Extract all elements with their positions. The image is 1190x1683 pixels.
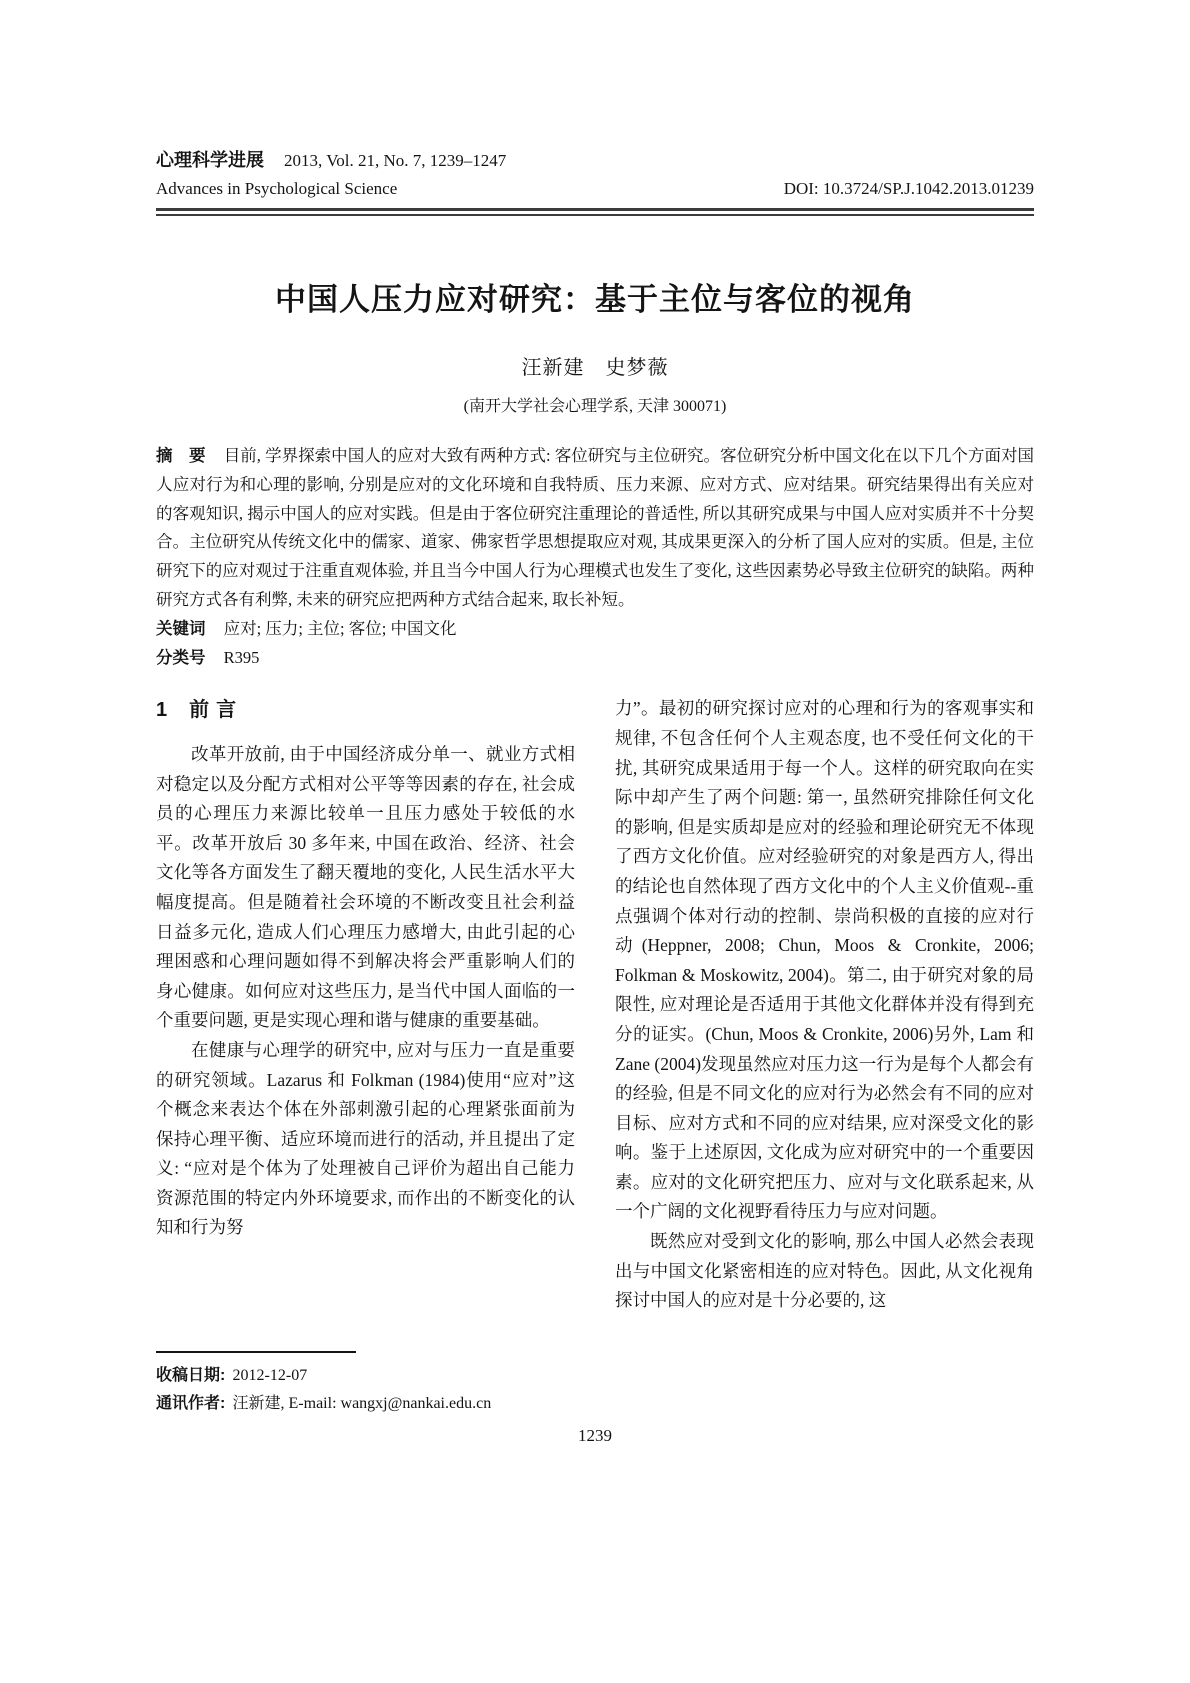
- section-heading-introduction: [156, 696, 575, 726]
- keywords-text: 应对; 压力; 主位; 客位; 中国文化: [223, 618, 457, 638]
- running-head: [156, 146, 1034, 216]
- header-divider-top-line: [156, 208, 1034, 211]
- left-column: [156, 694, 575, 1418]
- paragraph: 在健康与心理学的研究中, 应对与压力一直是重要的研究领域。Lazarus 和 Folkman (1984)使用“应对”这个概念来表达个体在外部刺激引起的心理紧张面前为保持心理平衡、适应环境而进行的活动, 并且提出了定义: “应对是个体为了处理被自己评价为超出自己能力资源范围的特定内外环境要求, 而作出的不断变化的认知和行为努: [156, 1039, 575, 1238]
- issue-info: 2013, Vol. 21, No. 7, 1239–1247: [284, 151, 507, 170]
- right-column-paragraphs: [615, 694, 1034, 1315]
- abstract-text: 目前, 学界探索中国人的应对大致有两种方式: 客位研究与主位研究。客位研究分析中国文化在以下几个方面对国人应对行为和心理的影响, 分别是应对的文化环境和自我特质、压力来源、应对方式、应对结果。研究结果得出有关应对的客观知识, 揭示中国人的应对实践。但是由于客位研究注重理论的普适性, 所以其研究成果与中国人应对实质并不十分契合。主位研究从传统文化中的儒家、道家、佛家哲学思想提取应对观, 其成果更深入的分析了国人应对的实质。但是, 主位研究下的应对观过于注重直观体验, 并且当今中国人行为心理模式也发生了变化, 这些因素势必导致主位研究的缺陷。两种研究方式各有利弊, 未来的研究应把两种方式结合起来, 取长补短。: [156, 446, 1035, 609]
- corresponding-author-value: 汪新建, E-mail: wangxj@nankai.edu.cn: [232, 1395, 492, 1413]
- running-head-line1: [156, 146, 1034, 172]
- footnote-divider: [156, 1351, 356, 1353]
- paper-title: 中国人压力应对研究：基于主位与客位的视角: [275, 282, 915, 317]
- received-date-line: [156, 1362, 575, 1390]
- received-date-label: 收稿日期:: [156, 1367, 226, 1385]
- classification-label: 分类号: [156, 648, 206, 667]
- page-number: 1239: [578, 1426, 612, 1445]
- header-divider: [156, 208, 1034, 216]
- corresponding-author-label: 通讯作者:: [156, 1395, 226, 1413]
- authors: 汪新建 史梦薇: [521, 357, 669, 379]
- classification-value: R395: [223, 647, 260, 667]
- doi-text: DOI: 10.3724/SP.J.1042.2013.01239: [783, 179, 1034, 198]
- received-date-value: 2012-12-07: [232, 1367, 308, 1385]
- footnote-block: [156, 1351, 575, 1418]
- body-columns: [156, 694, 1034, 1418]
- keywords-line: [156, 615, 1034, 644]
- paragraph: 力”。最初的研究探讨应对的心理和行为的客观事实和规律, 不包含任何个人主观态度, 也不受任何文化的干扰, 其研究成果适用于每一个人。这样的研究取向在实际中却产生了两个问题: 第一, 虽然研究排除任何文化的影响, 但是实质却是应对的经验和理论研究无不体现了西方文化价值。应对经验研究的对象是西方人, 得出的结论也自然体现了西方文化中的个人主义价值观--重点强调个体对行动的控制、崇尚积极的直接的应对行动(Heppner, 2008; Chun, Moos & Cronkite, 2006; Folkman & Moskowitz, 2004)。第二, 由于研究对象的局限性, 应对理论是否适用于其他文化群体并没有得到充分的证实。(Chun, Moos & Cronkite, 2006)另外, Lam 和 Zane (2004)发现虽然应对压力这一行为是每个人都会有的经验, 但是不同文化的应对行为必然会有不同的应对目标、应对方式和不同的应对结果, 应对深受文化的影响。鉴于上述原因, 文化成为应对研究中的一个重要因素。应对的文化研究把压力、应对与文化联系起来, 从一个广阔的文化视野看待压力与应对问题。: [615, 698, 1034, 1222]
- left-column-paragraphs: [156, 740, 575, 1243]
- section-title: 前言: [189, 699, 244, 722]
- corresponding-author-line: [156, 1390, 575, 1418]
- journal-name-cn: 心理科学进展: [156, 150, 264, 170]
- section-number: 1: [156, 699, 168, 722]
- classification-line: [156, 644, 1034, 673]
- abstract-block: [156, 442, 1034, 615]
- right-column: [615, 694, 1034, 1418]
- running-head-line2: [156, 179, 1034, 199]
- header-divider-bottom-line: [156, 214, 1034, 216]
- paragraph: 既然应对受到文化的影响, 那么中国人必然会表现出与中国文化紧密相连的应对特色。因此, 从文化视角探讨中国人的应对是十分必要的, 这: [615, 1231, 1034, 1311]
- journal-name-en: Advances in Psychological Science: [156, 179, 398, 198]
- paragraph: 改革开放前, 由于中国经济成分单一、就业方式相对稳定以及分配方式相对公平等等因素的存在, 社会成员的心理压力来源比较单一且压力感处于较低的水平。改革开放后 30 多年来, 中国在政治、经济、社会文化等各方面发生了翻天覆地的变化, 人民生活水平大幅度提高。但是随着社会环境的不断改变且社会利益日益多元化, 造成人们心理压力感增大, 由此引起的心理困惑和心理问题如得不到解决将会严重影响人们的身心健康。如何应对这些压力, 是当代中国人面临的一个重要问题, 更是实现心理和谐与健康的重要基础。: [156, 743, 575, 1031]
- keywords-label: 关键词: [156, 619, 206, 638]
- affiliation: (南开大学社会心理学系, 天津 300071): [463, 398, 727, 415]
- abstract-label: 摘 要: [156, 447, 206, 465]
